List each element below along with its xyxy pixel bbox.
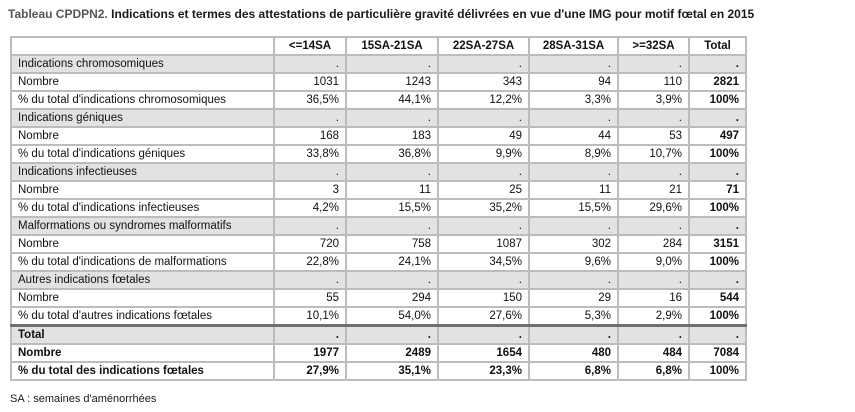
table-row <box>11 253 746 271</box>
row-label: Total <box>11 326 274 345</box>
cell: . <box>346 163 438 181</box>
column-header: 15SA-21SA <box>346 37 438 55</box>
footnote: SA : semaines d'aménorrhées <box>10 393 157 405</box>
cell: 294 <box>346 289 438 307</box>
cell: . <box>689 217 746 235</box>
cell: 183 <box>346 127 438 145</box>
column-header: >=32SA <box>618 37 689 55</box>
cell: 44,1% <box>346 91 438 109</box>
table-row <box>11 289 746 307</box>
cell: 2,9% <box>618 307 689 326</box>
cell: . <box>438 271 529 289</box>
cell: . <box>529 55 618 73</box>
table-caption-prefix: Tableau CPDPN2. <box>8 7 108 21</box>
cell: . <box>438 163 529 181</box>
cell: 9,0% <box>618 253 689 271</box>
cell: . <box>438 217 529 235</box>
cell: 1031 <box>274 73 346 91</box>
cell: 27,9% <box>274 362 346 380</box>
row-label: % du total d'indications de malformations <box>11 253 274 271</box>
table-row <box>11 73 746 91</box>
cell: 6,8% <box>618 362 689 380</box>
cell: . <box>438 326 529 345</box>
cell: 100% <box>689 91 746 109</box>
cell: 1087 <box>438 235 529 253</box>
section-row <box>11 163 746 181</box>
cell: 11 <box>529 181 618 199</box>
cell: 23,3% <box>438 362 529 380</box>
cell: 8,9% <box>529 145 618 163</box>
cell: 1654 <box>438 344 529 362</box>
table-row <box>11 181 746 199</box>
cell: 1243 <box>346 73 438 91</box>
cell: 15,5% <box>346 199 438 217</box>
cell: 29 <box>529 289 618 307</box>
cell: . <box>618 163 689 181</box>
row-label: % du total d'indications géniques <box>11 145 274 163</box>
cell: 302 <box>529 235 618 253</box>
cell: 54,0% <box>346 307 438 326</box>
cell: . <box>689 271 746 289</box>
row-label: Indications chromosomiques <box>11 55 274 73</box>
cell: 4,2% <box>274 199 346 217</box>
cell: 71 <box>689 181 746 199</box>
cell: . <box>346 109 438 127</box>
cell: 44 <box>529 127 618 145</box>
table-body <box>11 37 746 380</box>
table-caption-text: Indications et termes des attestations de particulière gravité délivrées en vue d'une IMG pour motif fœtal en 2015 <box>111 7 755 21</box>
table-caption <box>8 7 754 21</box>
cell: 343 <box>438 73 529 91</box>
cell: 168 <box>274 127 346 145</box>
section-row <box>11 55 746 73</box>
table-row <box>11 127 746 145</box>
cell: 9,9% <box>438 145 529 163</box>
cell: 94 <box>529 73 618 91</box>
cell: 100% <box>689 307 746 326</box>
cell: 27,6% <box>438 307 529 326</box>
column-header: 22SA-27SA <box>438 37 529 55</box>
table-row <box>11 199 746 217</box>
table-row <box>11 91 746 109</box>
cell: . <box>689 109 746 127</box>
cell: 150 <box>438 289 529 307</box>
row-label: Nombre <box>11 73 274 91</box>
cell: 35,1% <box>346 362 438 380</box>
cell: 720 <box>274 235 346 253</box>
table-row <box>11 235 746 253</box>
cell: 497 <box>689 127 746 145</box>
cell: . <box>346 326 438 345</box>
data-table <box>10 36 747 381</box>
column-header: 28SA-31SA <box>529 37 618 55</box>
cell: 100% <box>689 199 746 217</box>
row-label: Malformations ou syndromes malformatifs <box>11 217 274 235</box>
cell: 10,7% <box>618 145 689 163</box>
cell: 25 <box>438 181 529 199</box>
cell: 29,6% <box>618 199 689 217</box>
cell: . <box>618 271 689 289</box>
cell: 480 <box>529 344 618 362</box>
cell: 33,8% <box>274 145 346 163</box>
row-label: Nombre <box>11 181 274 199</box>
row-label: Nombre <box>11 127 274 145</box>
cell: . <box>689 55 746 73</box>
cell: 2489 <box>346 344 438 362</box>
row-label: Nombre <box>11 289 274 307</box>
cell: 36,8% <box>346 145 438 163</box>
row-label: % du total d'indications infectieuses <box>11 199 274 217</box>
cell: . <box>438 55 529 73</box>
cell: 24,1% <box>346 253 438 271</box>
header-row <box>11 37 746 55</box>
cell: . <box>274 326 346 345</box>
table-row <box>11 145 746 163</box>
cell: 3,3% <box>529 91 618 109</box>
row-label: % du total d'autres indications fœtales <box>11 307 274 326</box>
cell: . <box>618 55 689 73</box>
cell: 100% <box>689 362 746 380</box>
cell: 55 <box>274 289 346 307</box>
cell: 53 <box>618 127 689 145</box>
table-row <box>11 362 746 380</box>
table-row <box>11 344 746 362</box>
cell: 35,2% <box>438 199 529 217</box>
cell: 49 <box>438 127 529 145</box>
cell: 9,6% <box>529 253 618 271</box>
cell: 7084 <box>689 344 746 362</box>
cell: 10,1% <box>274 307 346 326</box>
section-row <box>11 217 746 235</box>
cell: . <box>346 271 438 289</box>
cell: 15,5% <box>529 199 618 217</box>
cell: 3,9% <box>618 91 689 109</box>
cell: 5,3% <box>529 307 618 326</box>
cell: . <box>274 109 346 127</box>
cell: . <box>346 55 438 73</box>
cell: 21 <box>618 181 689 199</box>
cell: . <box>274 55 346 73</box>
cell: . <box>529 163 618 181</box>
cell: . <box>274 217 346 235</box>
cell: 6,8% <box>529 362 618 380</box>
section-row <box>11 109 746 127</box>
cell: 758 <box>346 235 438 253</box>
row-label: % du total des indications fœtales <box>11 362 274 380</box>
section-row <box>11 271 746 289</box>
cell: . <box>438 109 529 127</box>
cell: . <box>529 271 618 289</box>
row-label: Nombre <box>11 344 274 362</box>
cell: 34,5% <box>438 253 529 271</box>
cell: 36,5% <box>274 91 346 109</box>
cell: 11 <box>346 181 438 199</box>
cell: . <box>274 163 346 181</box>
cell: 100% <box>689 145 746 163</box>
cell: 22,8% <box>274 253 346 271</box>
row-label: Indications infectieuses <box>11 163 274 181</box>
cell: 284 <box>618 235 689 253</box>
row-label: % du total d'indications chromosomiques <box>11 91 274 109</box>
section-row <box>11 326 746 345</box>
cell: 3 <box>274 181 346 199</box>
cell: 484 <box>618 344 689 362</box>
cell: . <box>618 326 689 345</box>
cell: 544 <box>689 289 746 307</box>
cell: 100% <box>689 253 746 271</box>
cell: . <box>618 109 689 127</box>
cell: 3151 <box>689 235 746 253</box>
cell: . <box>529 109 618 127</box>
row-label: Nombre <box>11 235 274 253</box>
cell: . <box>689 326 746 345</box>
column-header: <=14SA <box>274 37 346 55</box>
column-header: Total <box>689 37 746 55</box>
cell: . <box>529 217 618 235</box>
table-row <box>11 307 746 326</box>
cell: . <box>274 271 346 289</box>
cell: 1977 <box>274 344 346 362</box>
row-label: Indications géniques <box>11 109 274 127</box>
cell: 16 <box>618 289 689 307</box>
cell: . <box>529 326 618 345</box>
cell: 110 <box>618 73 689 91</box>
row-label: Autres indications fœtales <box>11 271 274 289</box>
cell: 12,2% <box>438 91 529 109</box>
cell: . <box>346 217 438 235</box>
cell: . <box>689 163 746 181</box>
row-label-header <box>11 37 274 55</box>
cell: 2821 <box>689 73 746 91</box>
cell: . <box>618 217 689 235</box>
